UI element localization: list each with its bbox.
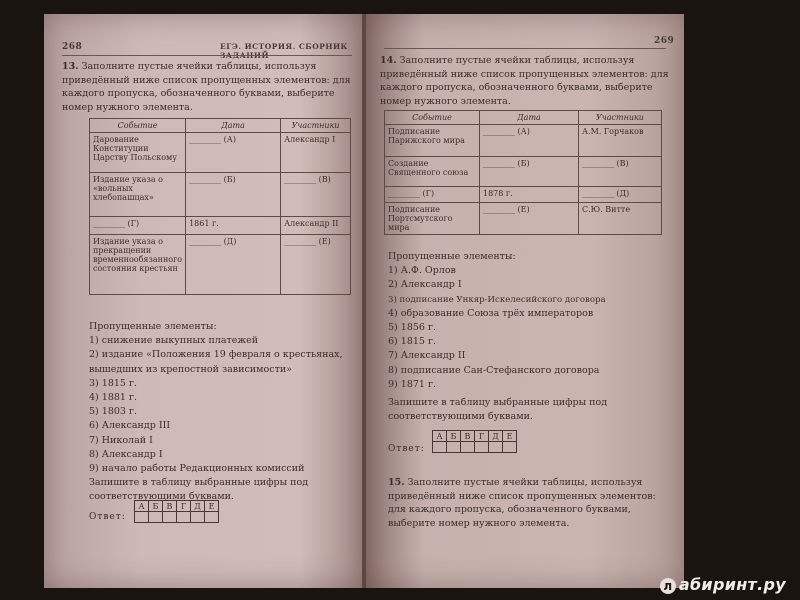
answer-cell[interactable] xyxy=(461,442,475,453)
table-header-row xyxy=(90,119,351,133)
list-item: 7) Александр II xyxy=(388,350,466,362)
answer-cell[interactable] xyxy=(163,512,177,523)
answer-instruction: Запишите в таблицу выбранные цифры под соответствующими буквами. xyxy=(89,477,309,502)
table-cell: ________ (Г) xyxy=(90,217,186,235)
table-cell: ________ (Е) xyxy=(281,235,351,295)
header-rule xyxy=(384,48,666,49)
watermark-text: абиринт.ру xyxy=(678,575,786,594)
answer-letter: А xyxy=(135,501,149,512)
table-cell: ________ (Д) xyxy=(186,235,281,295)
table-cell: ________ (А) xyxy=(186,133,281,173)
open-book xyxy=(44,14,684,588)
table-cell: ________ (Е) xyxy=(480,203,579,235)
labirint-watermark xyxy=(660,575,786,594)
answer-letter: Е xyxy=(503,431,517,442)
list-item: 2) издание «Положения 19 февраля о крестьянах, вышедших из крепостной зависимости» xyxy=(89,349,343,375)
left-page xyxy=(44,14,364,588)
table-row xyxy=(385,125,662,157)
list-item: 9) начало работы Редакционных комиссий xyxy=(89,463,305,475)
list-item: 3) подписание Ункяр-Искелесийского договора xyxy=(388,294,606,305)
table-cell: Александр I xyxy=(281,133,351,173)
table-cell: 1878 г. xyxy=(480,187,579,203)
list-item: 6) 1815 г. xyxy=(388,336,436,348)
task-15 xyxy=(388,476,668,530)
missing-elements-title: Пропущенные элементы: xyxy=(388,251,516,262)
answer-letter: Д xyxy=(191,501,205,512)
answer-cell[interactable] xyxy=(149,512,163,523)
list-item: 1) А.Ф. Орлов xyxy=(388,265,456,277)
list-item: 4) 1881 г. xyxy=(89,392,137,404)
list-item: 8) Александр I xyxy=(89,448,163,460)
table-cell: 1861 г. xyxy=(186,217,281,235)
answer-cell[interactable] xyxy=(433,442,447,453)
table-cell: А.М. Горчаков xyxy=(579,125,662,157)
missing-elements-list xyxy=(89,320,359,476)
answer-letters-row xyxy=(135,501,219,512)
answer-letter: Б xyxy=(447,431,461,442)
answer-cell[interactable] xyxy=(447,442,461,453)
answer-letter: Д xyxy=(489,431,503,442)
table-row xyxy=(90,133,351,173)
column-header: Событие xyxy=(385,111,480,125)
answer-input-row[interactable] xyxy=(433,442,517,453)
table-cell: Издание указа о прекращении временнообязанного состояния крестьян xyxy=(90,235,186,295)
header-rule xyxy=(62,55,352,56)
answer-cell[interactable] xyxy=(489,442,503,453)
task-13-number: 13. xyxy=(62,61,79,72)
table-row xyxy=(385,187,662,203)
right-page xyxy=(366,14,684,588)
table-row xyxy=(385,157,662,187)
missing-elements-list xyxy=(388,250,676,392)
table-header-row xyxy=(385,111,662,125)
table-cell: Дарование Конституции Царству Польскому xyxy=(90,133,186,173)
answer-letter: В xyxy=(461,431,475,442)
answer-cell[interactable] xyxy=(205,512,219,523)
answer-cell[interactable] xyxy=(503,442,517,453)
page-number-left: 268 xyxy=(62,42,83,52)
list-item: 2) Александр I xyxy=(388,279,462,291)
list-item: 9) 1871 г. xyxy=(388,378,436,390)
task-15-number: 15. xyxy=(388,477,405,488)
answer-input-row[interactable] xyxy=(135,512,219,523)
list-item: 7) Николай I xyxy=(89,434,153,446)
list-item: 4) образование Союза трёх императоров xyxy=(388,307,594,319)
column-header: Участники xyxy=(579,111,662,125)
answer-cell[interactable] xyxy=(135,512,149,523)
column-header: Дата xyxy=(480,111,579,125)
task-13 xyxy=(62,60,354,114)
table-row xyxy=(90,235,351,295)
list-item: 6) Александр III xyxy=(89,420,171,432)
table-cell: ________ (В) xyxy=(579,157,662,187)
answer-grid[interactable] xyxy=(432,430,517,453)
answer-letter: Г xyxy=(475,431,489,442)
answer-letter: Б xyxy=(149,501,163,512)
answer-letters-row xyxy=(433,431,517,442)
table-cell: ________ (Г) xyxy=(385,187,480,203)
column-header: Участники xyxy=(281,119,351,133)
answer-cell[interactable] xyxy=(191,512,205,523)
task-13-table xyxy=(89,118,351,295)
task-15-text: Заполните пустые ячейки таблицы, используя приведённый ниже список пропущенных элементов: для каждого пропуска, обозначенного буквами, выберите номер нужного элемента. xyxy=(388,477,656,529)
answer-letter: Е xyxy=(205,501,219,512)
missing-elements-title: Пропущенные элементы: xyxy=(89,321,217,332)
answer-cell[interactable] xyxy=(475,442,489,453)
answer-label: Ответ: xyxy=(89,512,126,522)
page-number-right: 269 xyxy=(654,36,675,46)
table-cell: ________ (В) xyxy=(281,173,351,217)
table-cell: Подписание Портсмутского мира xyxy=(385,203,480,235)
list-item: 8) подписание Сан-Стефанского договора xyxy=(388,364,600,376)
table-cell: ________ (А) xyxy=(480,125,579,157)
answer-cell[interactable] xyxy=(177,512,191,523)
list-item: 5) 1856 г. xyxy=(388,322,436,334)
answer-grid[interactable] xyxy=(134,500,219,523)
list-item: 5) 1803 г. xyxy=(89,406,137,418)
answer-instruction: Запишите в таблицу выбранные цифры под соответствующими буквами. xyxy=(388,397,608,422)
table-cell: Создание Священного союза xyxy=(385,157,480,187)
task-14-text: Заполните пустые ячейки таблицы, используя приведённый ниже список пропущенных элементов: для каждого пропуска, обозначенного буквами, выберите номер нужного элемента. xyxy=(380,55,669,107)
list-item: 1) снижение выкупных платежей xyxy=(89,335,259,347)
table-cell: С.Ю. Витте xyxy=(579,203,662,235)
table-row xyxy=(385,203,662,235)
labirint-logo-icon: л xyxy=(660,578,676,594)
running-header: ЕГЭ. ИСТОРИЯ. СБОРНИК xyxy=(220,42,348,51)
table-cell: ________ (Д) xyxy=(579,187,662,203)
column-header: Событие xyxy=(90,119,186,133)
task-13-text: Заполните пустые ячейки таблицы, используя приведённый ниже список пропущенных элементов: для каждого пропуска, обозначенного буквами, выберите номер нужного элемента. xyxy=(62,61,351,113)
task-14 xyxy=(380,54,670,108)
table-cell: Александр II xyxy=(281,217,351,235)
table-cell: Подписание Парижского мира xyxy=(385,125,480,157)
task-14-number: 14. xyxy=(380,55,397,66)
table-cell: Издание указа о «вольных хлебопашцах» xyxy=(90,173,186,217)
answer-label: Ответ: xyxy=(388,444,425,454)
table-cell: ________ (Б) xyxy=(186,173,281,217)
table-row xyxy=(90,173,351,217)
task-14-table xyxy=(384,110,662,235)
answer-letter: В xyxy=(163,501,177,512)
column-header: Дата xyxy=(186,119,281,133)
answer-letter: А xyxy=(433,431,447,442)
table-row xyxy=(90,217,351,235)
table-cell: ________ (Б) xyxy=(480,157,579,187)
list-item: 3) 1815 г. xyxy=(89,377,137,389)
answer-letter: Г xyxy=(177,501,191,512)
